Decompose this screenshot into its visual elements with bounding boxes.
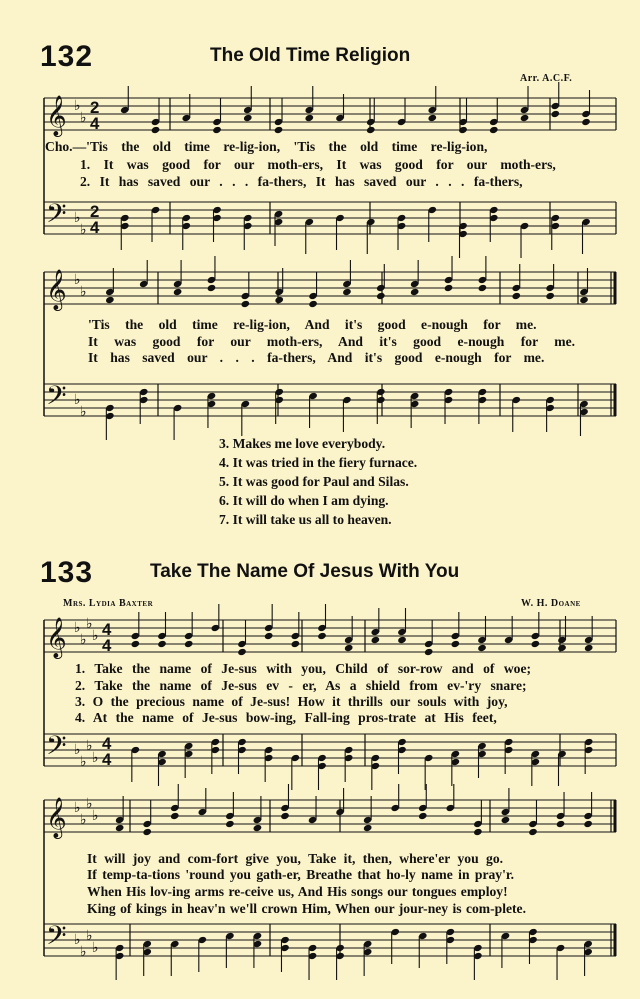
note-head <box>418 812 428 820</box>
note-head <box>376 292 386 300</box>
note-head <box>444 284 454 292</box>
flat-sign-icon: ♭ <box>92 751 99 766</box>
note-head <box>528 828 538 836</box>
note-head <box>264 632 274 640</box>
note-head <box>366 126 376 134</box>
note-head <box>473 828 483 836</box>
hymn-title: Take The Name Of Jesus With You <box>150 561 460 582</box>
note-head <box>583 820 593 828</box>
hymn-number: 132 <box>40 40 94 73</box>
note-head <box>115 824 125 832</box>
flat-sign-icon: ♭ <box>74 743 81 758</box>
flat-sign-icon: ♭ <box>74 801 81 816</box>
extra-stanza: 5. It was good for Paul and Silas. <box>219 474 409 489</box>
note-head <box>173 288 183 296</box>
note-head <box>478 284 488 292</box>
note-head <box>304 114 314 122</box>
lyric-line: It was good for our moth-ers, And it's good e-nough for me. <box>88 334 576 349</box>
hymn-number: 133 <box>40 556 94 589</box>
hymn-title: The Old Time Religion <box>210 45 411 66</box>
arranger-credit: Arr. A.C.F. <box>520 73 573 84</box>
note-head <box>184 640 194 648</box>
note-head <box>550 110 560 118</box>
note-head <box>556 820 566 828</box>
note-head <box>243 114 253 122</box>
note-head <box>489 126 499 134</box>
bass-clef-icon: 𝄢 <box>46 920 67 957</box>
lyric-line: 2. It has saved our . . . fa-thers, It has saved our . . . fa-thers, <box>80 174 523 189</box>
extra-stanza: 6. It will do when I am dying. <box>219 493 389 508</box>
flat-sign-icon: ♭ <box>86 929 93 944</box>
treble-clef-icon: 𝄞 <box>46 797 67 837</box>
note-head <box>207 284 217 292</box>
flat-sign-icon: ♭ <box>80 223 87 238</box>
treble-clef-icon: 𝄞 <box>46 95 67 135</box>
note-head <box>451 640 461 648</box>
flat-sign-icon: ♭ <box>80 945 87 960</box>
lyric-line: It has saved our . . . fa-thers, And it's good e-nough for me. <box>88 350 545 365</box>
final-bar-line <box>614 384 617 416</box>
note-head <box>170 812 180 820</box>
time-signature: 4 <box>90 218 100 237</box>
extra-stanza: 3. Makes me love everybody. <box>219 436 386 451</box>
flat-sign-icon: ♭ <box>86 797 93 812</box>
note-head <box>511 292 521 300</box>
time-signature: 2 <box>90 202 100 221</box>
note-head <box>157 640 167 648</box>
flat-sign-icon: ♭ <box>80 405 87 420</box>
time-signature: 4 <box>90 114 100 133</box>
extra-stanza: 7. It will take us all to heaven. <box>219 512 392 527</box>
note-head <box>545 292 555 300</box>
extra-stanza: 4. It was tried in the fiery furnace. <box>219 455 418 470</box>
flat-sign-icon: ♭ <box>86 739 93 754</box>
lyric-line: Cho.—'Tis the old time re-lig-ion, 'Tis the old time re-lig-ion, <box>45 139 488 154</box>
note-head <box>520 114 530 122</box>
note-head <box>241 300 251 308</box>
note-head <box>317 632 327 640</box>
lyric-line: 4. At the name of Je-sus bow-ing, Fall-ing pros-trate at His feet, <box>75 710 497 725</box>
flat-sign-icon: ♭ <box>80 755 87 770</box>
final-bar-line <box>614 924 617 956</box>
flat-sign-icon: ♭ <box>92 941 99 956</box>
note-head <box>253 824 263 832</box>
note-head <box>427 114 437 122</box>
note-head <box>274 296 284 304</box>
time-signature: 2 <box>90 98 100 117</box>
note-head <box>344 644 354 652</box>
flat-sign-icon: ♭ <box>74 211 81 226</box>
composer-credit: W. H. Doane <box>521 598 581 609</box>
final-bar-line <box>614 800 617 832</box>
note-head <box>581 118 591 126</box>
flat-sign-icon: ♭ <box>80 633 87 648</box>
lyric-line: 2. Take the name of Je-sus ev - er, As a shield from ev-'ry snare; <box>75 678 527 693</box>
note-head <box>501 816 511 824</box>
note-head <box>212 126 222 134</box>
lyric-line: 3. O the precious name of Je-sus! How it thrills our souls with joy, <box>75 694 508 709</box>
lyricist-credit: Mrs. Lydia Baxter <box>63 598 154 609</box>
flat-sign-icon: ♭ <box>92 629 99 644</box>
time-signature: 4 <box>102 734 112 753</box>
lyric-line: 1. It was good for our moth-ers, It was good for our moth-ers, <box>80 157 556 172</box>
note-head <box>237 648 247 656</box>
note-head <box>142 828 152 836</box>
flat-sign-icon: ♭ <box>74 933 81 948</box>
note-head <box>397 636 407 644</box>
time-signature: 4 <box>102 620 112 639</box>
bass-clef-icon: 𝄢 <box>46 380 67 417</box>
note-head <box>151 126 161 134</box>
note-head <box>225 820 235 828</box>
flat-sign-icon: ♭ <box>86 617 93 632</box>
note-head <box>342 288 352 296</box>
flat-sign-icon: ♭ <box>80 285 87 300</box>
flat-sign-icon: ♭ <box>80 813 87 828</box>
note-head <box>477 644 487 652</box>
flat-sign-icon: ♭ <box>74 273 81 288</box>
note-head <box>363 824 373 832</box>
note-head <box>424 648 434 656</box>
note-head <box>105 296 115 304</box>
lyric-line: King of kings in heav'n we'll crown Him, When our jour-ney is com-plete. <box>87 901 526 916</box>
flat-sign-icon: ♭ <box>74 99 81 114</box>
lyric-line: 'Tis the old time re-lig-ion, And it's good e-nough for me. <box>88 317 537 332</box>
time-signature: 4 <box>102 636 112 655</box>
lyric-line: When His lov-ing arms re-ceive us, And His songs our tongues employ! <box>87 884 508 899</box>
time-signature: 4 <box>102 750 112 769</box>
lyric-line: If temp-ta-tions 'round you gath-er, Breathe that ho-ly name in pray'r. <box>87 867 515 882</box>
note-head <box>531 640 541 648</box>
final-bar-line <box>614 272 617 304</box>
flat-sign-icon: ♭ <box>80 111 87 126</box>
bass-clef-icon: 𝄢 <box>46 730 67 767</box>
note-head <box>371 636 381 644</box>
lyric-line: It will joy and com-fort give you, Take it, then, where'er you go. <box>87 851 504 866</box>
note-head <box>410 288 420 296</box>
bass-clef-icon: 𝄢 <box>46 198 67 235</box>
lyric-line: 1. Take the name of Je-sus with you, Child of sor-row and of woe; <box>75 661 532 676</box>
flat-sign-icon: ♭ <box>74 393 81 408</box>
note-head <box>280 812 290 820</box>
note-head <box>308 300 318 308</box>
note-head <box>579 296 589 304</box>
treble-clef-icon: 𝄞 <box>46 269 67 309</box>
note-head <box>291 640 301 648</box>
note-head <box>274 126 284 134</box>
note-head <box>557 644 567 652</box>
note-head <box>131 640 141 648</box>
treble-clef-icon: 𝄞 <box>46 617 67 657</box>
flat-sign-icon: ♭ <box>92 809 99 824</box>
flat-sign-icon: ♭ <box>74 621 81 636</box>
note-head <box>584 644 594 652</box>
